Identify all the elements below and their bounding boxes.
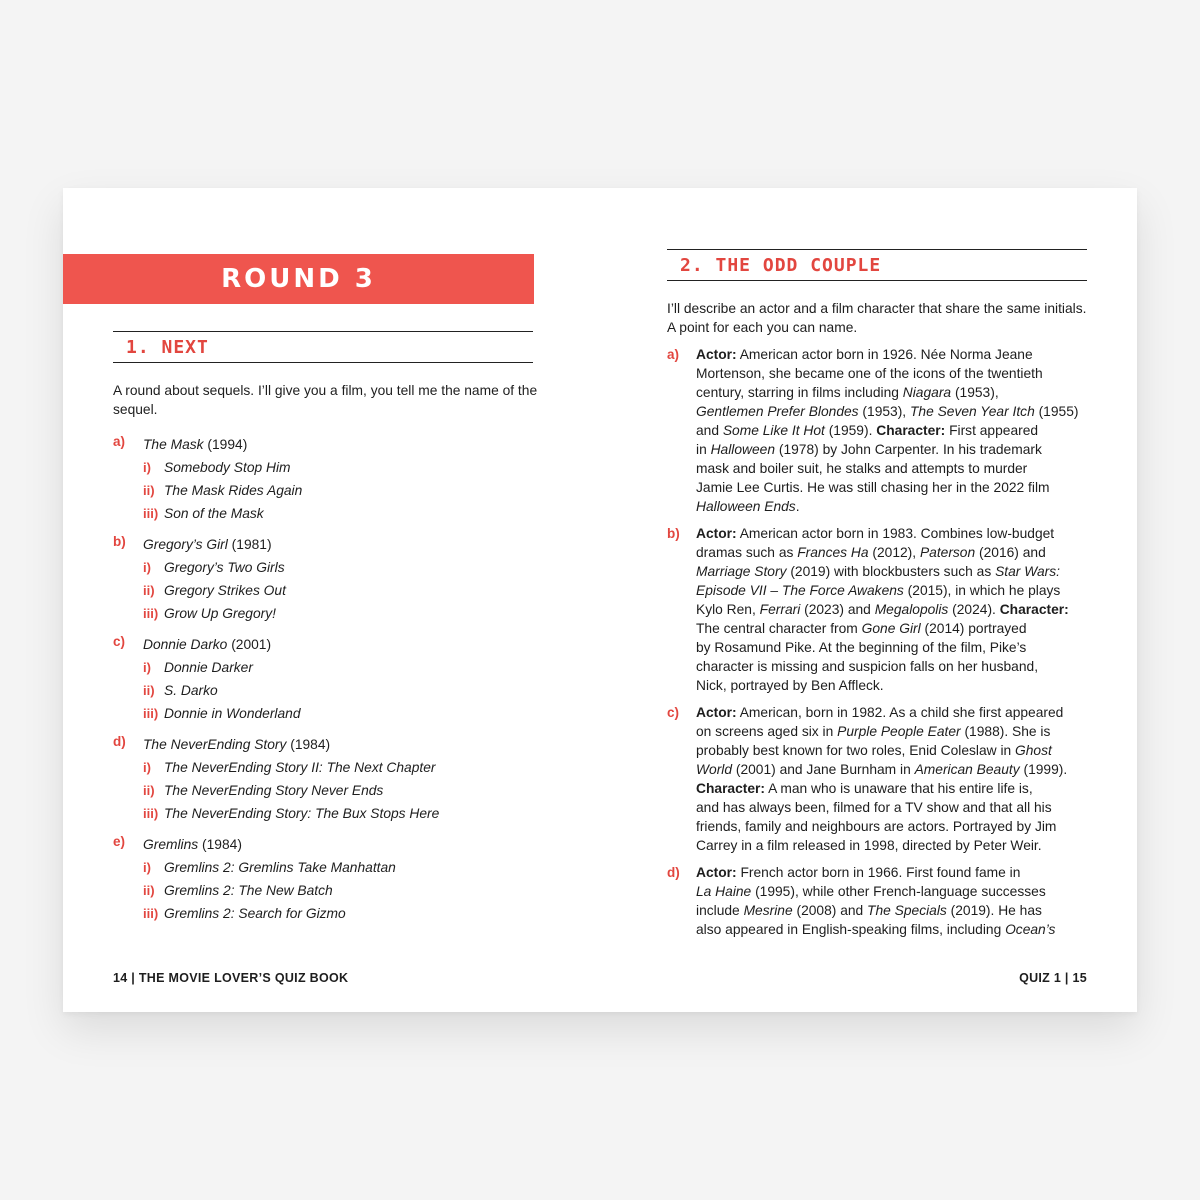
text-segment: also appeared in English-speaking films, including bbox=[696, 922, 1006, 937]
question-item bbox=[113, 734, 533, 825]
text-line bbox=[696, 703, 1107, 722]
option-label: iii) bbox=[143, 606, 159, 621]
option-label: i) bbox=[143, 560, 151, 575]
text-line bbox=[696, 459, 1107, 478]
bold-label: Actor: bbox=[696, 526, 737, 541]
option-text: Donnie Darker bbox=[164, 660, 253, 675]
option-label: iii) bbox=[143, 706, 159, 721]
answer-option bbox=[143, 456, 533, 479]
text-line bbox=[696, 836, 1107, 855]
answer-option bbox=[143, 579, 533, 602]
film-title: Paterson bbox=[919, 545, 976, 560]
text-segment: Jamie Lee Curtis. He was still chasing her in the 2022 film bbox=[696, 480, 1050, 495]
film-year: (1981) bbox=[227, 537, 272, 552]
question-film bbox=[143, 834, 533, 856]
text-segment: (2023) and bbox=[800, 602, 875, 617]
text-line bbox=[696, 779, 1107, 798]
text-segment: character is missing and suspicion falls on her husband, bbox=[696, 659, 1039, 674]
item-label: b) bbox=[667, 526, 680, 541]
text-line bbox=[696, 402, 1107, 421]
film-title: La Haine bbox=[696, 884, 752, 899]
text-line bbox=[696, 882, 1107, 901]
answer-option bbox=[143, 802, 533, 825]
text-segment: (1955) bbox=[1034, 404, 1079, 419]
right-intro: I’ll describe an actor and a film character that share the same initials. A point for each you can name. bbox=[667, 301, 1087, 335]
answer-option bbox=[143, 756, 533, 779]
option-text: Gremlins 2: The New Batch bbox=[164, 883, 333, 898]
text-segment: American actor born in 1983. Combines low-budget bbox=[736, 526, 1055, 541]
text-segment: Mortenson, she became one of the icons of the twentieth bbox=[696, 366, 1043, 381]
answer-option bbox=[143, 502, 533, 525]
bold-label: Character: bbox=[696, 781, 766, 796]
question-film bbox=[143, 434, 533, 456]
bold-label: Actor: bbox=[696, 705, 737, 720]
answer-option bbox=[143, 902, 533, 925]
text-line bbox=[696, 478, 1107, 497]
text-line bbox=[696, 383, 1107, 402]
option-text: Gregory Strikes Out bbox=[164, 583, 286, 598]
text-segment: and has always been, filmed for a TV show and that all his bbox=[696, 800, 1052, 815]
film-title: Halloween bbox=[710, 442, 776, 457]
answer-option bbox=[143, 679, 533, 702]
item-label: c) bbox=[667, 705, 680, 720]
option-text: Grow Up Gregory! bbox=[164, 606, 276, 621]
answer-option bbox=[143, 702, 533, 725]
bold-label: Character: bbox=[999, 602, 1069, 617]
answer-option bbox=[143, 656, 533, 679]
film-title: The Seven Year Itch bbox=[909, 404, 1035, 419]
text-segment: in bbox=[696, 442, 711, 457]
bold-label: Character: bbox=[876, 423, 946, 438]
odd-couple-item bbox=[667, 345, 1107, 516]
option-text: The Mask Rides Again bbox=[164, 483, 303, 498]
film-title: The NeverEnding Story bbox=[143, 737, 287, 752]
text-line bbox=[696, 722, 1107, 741]
text-segment: Carrey in a film released in 1998, directed by Peter Weir. bbox=[696, 838, 1042, 853]
text-segment: (1995), while other French-language successes bbox=[751, 884, 1046, 899]
film-title: Ferrari bbox=[759, 602, 801, 617]
left-intro: A round about sequels. I’ll give you a film, you tell me the name of the sequel. bbox=[113, 383, 538, 417]
answer-option bbox=[143, 879, 533, 902]
text-segment: (1953), bbox=[858, 404, 910, 419]
option-label: ii) bbox=[143, 783, 155, 798]
section-title-next: 1. NEXT bbox=[113, 331, 533, 363]
text-segment: century, starring in films including bbox=[696, 385, 903, 400]
text-line bbox=[696, 901, 1107, 920]
text-line bbox=[696, 638, 1107, 657]
option-label: ii) bbox=[143, 883, 155, 898]
film-title: Gregory’s Girl bbox=[143, 537, 228, 552]
text-segment: and bbox=[696, 423, 723, 438]
answer-option bbox=[143, 479, 533, 502]
text-segment: (2008) and bbox=[792, 903, 868, 918]
film-year: (2001) bbox=[227, 637, 272, 652]
film-title: Episode VII – The Force Awakens bbox=[696, 583, 904, 598]
option-text: S. Darko bbox=[164, 683, 218, 698]
question-label: c) bbox=[113, 634, 126, 649]
question-item bbox=[113, 834, 533, 925]
text-segment: friends, family and neighbours are actors. Portrayed by Jim bbox=[696, 819, 1057, 834]
option-label: i) bbox=[143, 860, 151, 875]
section-title-odd-couple: 2. THE ODD COUPLE bbox=[667, 249, 1087, 281]
text-segment: dramas such as bbox=[696, 545, 798, 560]
text-segment: First appeared bbox=[945, 423, 1039, 438]
item-label: d) bbox=[667, 865, 680, 880]
text-segment: A man who is unaware that his entire life is, bbox=[765, 781, 1033, 796]
question-film bbox=[143, 634, 533, 656]
film-title: Ocean’s bbox=[1005, 922, 1056, 937]
text-segment: American, born in 1982. As a child she first appeared bbox=[736, 705, 1064, 720]
odd-couple-item bbox=[667, 863, 1107, 939]
film-title: Ghost bbox=[1015, 743, 1052, 758]
question-label: e) bbox=[113, 834, 126, 849]
film-title: Megalopolis bbox=[874, 602, 949, 617]
text-segment: (1988). She is bbox=[960, 724, 1051, 739]
question-label: b) bbox=[113, 534, 126, 549]
text-line bbox=[696, 421, 1107, 440]
option-label: ii) bbox=[143, 583, 155, 598]
text-segment: (2019). He has bbox=[946, 903, 1042, 918]
text-segment: (2015), in which he plays bbox=[903, 583, 1061, 598]
option-text: Donnie in Wonderland bbox=[164, 706, 301, 721]
option-label: iii) bbox=[143, 906, 159, 921]
film-title: The Specials bbox=[867, 903, 947, 918]
text-line bbox=[696, 619, 1107, 638]
text-segment: French actor born in 1966. First found fame in bbox=[736, 865, 1021, 880]
option-text: Gremlins 2: Search for Gizmo bbox=[164, 906, 346, 921]
film-year: (1984) bbox=[198, 837, 242, 852]
film-title: Frances Ha bbox=[797, 545, 869, 560]
option-text: Somebody Stop Him bbox=[164, 460, 291, 475]
text-segment: (2019) with blockbusters such as bbox=[786, 564, 996, 579]
question-item bbox=[113, 434, 533, 525]
option-text: Gregory’s Two Girls bbox=[164, 560, 285, 575]
option-text: The NeverEnding Story II: The Next Chapter bbox=[164, 760, 436, 775]
text-line bbox=[696, 657, 1107, 676]
film-title: World bbox=[696, 762, 733, 777]
film-title: Gone Girl bbox=[861, 621, 921, 636]
text-line bbox=[696, 798, 1107, 817]
text-segment: mask and boiler suit, he stalks and attempts to murder bbox=[696, 461, 1028, 476]
odd-couple-item bbox=[667, 524, 1107, 695]
text-segment: (2001) and Jane Burnham in bbox=[732, 762, 915, 777]
question-label: d) bbox=[113, 734, 126, 749]
film-title: Star Wars: bbox=[995, 564, 1060, 579]
option-label: ii) bbox=[143, 483, 155, 498]
film-year: (1984) bbox=[286, 737, 331, 752]
text-line bbox=[696, 760, 1107, 779]
option-label: ii) bbox=[143, 683, 155, 698]
option-label: i) bbox=[143, 660, 151, 675]
text-line bbox=[696, 600, 1107, 619]
bold-label: Actor: bbox=[696, 347, 737, 362]
film-title: Gentlemen Prefer Blondes bbox=[696, 404, 859, 419]
text-segment: probably best known for two roles, Enid Coleslaw in bbox=[696, 743, 1016, 758]
text-segment: (1978) by John Carpenter. In his trademark bbox=[775, 442, 1042, 457]
text-segment: (2014) portrayed bbox=[920, 621, 1027, 636]
film-year: (1994) bbox=[203, 437, 248, 452]
text-line bbox=[696, 562, 1107, 581]
left-footer: 14 | THE MOVIE LOVER’S QUIZ BOOK bbox=[113, 971, 349, 985]
option-label: i) bbox=[143, 760, 151, 775]
answer-option bbox=[143, 856, 533, 879]
text-line bbox=[696, 364, 1107, 383]
option-label: i) bbox=[143, 460, 151, 475]
question-film bbox=[143, 534, 533, 556]
film-title: Marriage Story bbox=[696, 564, 787, 579]
text-segment: The central character from bbox=[696, 621, 862, 636]
text-segment: (1999). bbox=[1019, 762, 1068, 777]
film-title: Mesrine bbox=[743, 903, 793, 918]
item-label: a) bbox=[667, 347, 680, 362]
text-segment: Nick, portrayed by Ben Affleck. bbox=[696, 678, 884, 693]
film-title: Some Like It Hot bbox=[722, 423, 825, 438]
option-text: The NeverEnding Story: The Bux Stops Here bbox=[164, 806, 440, 821]
question-item bbox=[113, 634, 533, 725]
option-text: The NeverEnding Story Never Ends bbox=[164, 783, 384, 798]
text-line bbox=[696, 581, 1107, 600]
text-segment: on screens aged six in bbox=[696, 724, 838, 739]
option-label: iii) bbox=[143, 506, 159, 521]
text-line bbox=[696, 524, 1107, 543]
text-line bbox=[696, 741, 1107, 760]
answer-option bbox=[143, 602, 533, 625]
text-line bbox=[696, 817, 1107, 836]
text-segment: include bbox=[696, 903, 744, 918]
text-line bbox=[696, 863, 1107, 882]
text-line bbox=[696, 345, 1107, 364]
option-label: iii) bbox=[143, 806, 159, 821]
odd-couple-item bbox=[667, 703, 1107, 855]
text-segment: (1959). bbox=[824, 423, 877, 438]
film-title: Donnie Darko bbox=[143, 637, 228, 652]
question-list bbox=[113, 434, 533, 934]
option-text: Gremlins 2: Gremlins Take Manhattan bbox=[164, 860, 396, 875]
round-banner: ROUND 3 bbox=[63, 254, 534, 304]
film-title: Purple People Eater bbox=[837, 724, 961, 739]
text-segment: (2024). bbox=[948, 602, 1000, 617]
film-title: American Beauty bbox=[914, 762, 1020, 777]
question-item bbox=[113, 534, 533, 625]
text-line bbox=[696, 543, 1107, 562]
text-line bbox=[696, 920, 1107, 939]
text-line bbox=[696, 497, 1107, 516]
film-title: The Mask bbox=[143, 437, 204, 452]
book-spread bbox=[63, 188, 1137, 1012]
answer-option bbox=[143, 779, 533, 802]
odd-couple-list bbox=[667, 345, 1107, 947]
film-title: Niagara bbox=[902, 385, 952, 400]
text-segment: . bbox=[795, 499, 800, 514]
text-segment: (1953), bbox=[951, 385, 999, 400]
text-segment: (2016) and bbox=[975, 545, 1046, 560]
text-line bbox=[696, 676, 1107, 695]
question-film bbox=[143, 734, 533, 756]
text-segment: by Rosamund Pike. At the beginning of the film, Pike’s bbox=[696, 640, 1027, 655]
option-text: Son of the Mask bbox=[164, 506, 264, 521]
text-segment: Kylo Ren, bbox=[696, 602, 760, 617]
film-title: Halloween Ends bbox=[696, 499, 796, 514]
answer-option bbox=[143, 556, 533, 579]
text-segment: American actor born in 1926. Née Norma Jeane bbox=[736, 347, 1033, 362]
film-title: Gremlins bbox=[143, 837, 199, 852]
text-segment: (2012), bbox=[868, 545, 920, 560]
question-label: a) bbox=[113, 434, 126, 449]
bold-label: Actor: bbox=[696, 865, 737, 880]
right-footer: QUIZ 1 | 15 bbox=[1019, 971, 1087, 985]
text-line bbox=[696, 440, 1107, 459]
